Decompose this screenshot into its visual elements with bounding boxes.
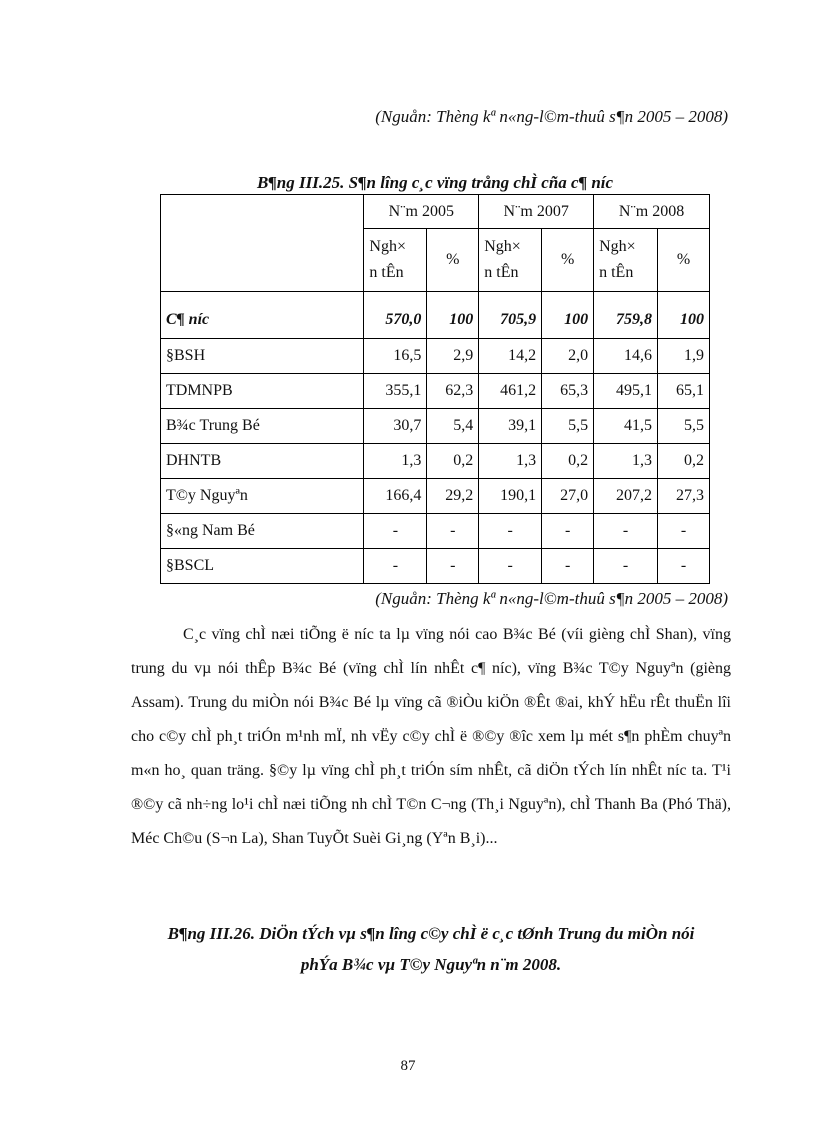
row-label: C¶ níc <box>161 292 364 339</box>
row-label: §BSCL <box>161 549 364 584</box>
table-cell: 759,8 <box>594 292 658 339</box>
table-cell: 39,1 <box>479 409 542 444</box>
table-row <box>161 479 710 514</box>
table-cell: 355,1 <box>364 374 427 409</box>
row-label: §«ng Nam Bé <box>161 514 364 549</box>
table-cell: - <box>542 514 594 549</box>
table-cell: - <box>427 549 479 584</box>
body-paragraph <box>131 618 731 856</box>
table-caption-2 <box>131 918 731 980</box>
table-cell: 705,9 <box>479 292 542 339</box>
row-label: B¾c Trung Bé <box>161 409 364 444</box>
qty-header-2008: Ngh× n tÊn <box>594 229 658 292</box>
table-cell: 190,1 <box>479 479 542 514</box>
table-cell: 27,0 <box>542 479 594 514</box>
paragraph-text: C¸c vïng chÌ næi tiÕng ë níc ta lµ vïng nói cao B¾c Bé (víi gièng chÌ Shan), vïng trung du vµ nói thÊp B¾c Bé (vïng chÌ lín nhÊt c¶ níc), vïng B¾c T©y Nguyªn (gièng Assam). Trung du miÒn nói B¾c Bé lµ vïng cã ®iÒu kiÖn ®Êt ®ai, khÝ hËu rÊt thuËn lîi cho c©y chÌ ph¸t triÓn m¹nh mÏ, nh vËy c©y chÌ ë ®©y ®îc xem lµ mét s¶n phÈm chuyªn m«n ho¸ quan träng. §©y lµ vïng chÌ ph¸t triÓn sím nhÊt, cã diÖn tÝch lín nhÊt níc ta. T¹i ®©y cã nh÷ng lo¹i chÌ næi tiÕng nh chÌ T©n C¬ng (Th¸i Nguyªn), chÌ Thanh Ba (Phó Thä), Méc Ch©u (S¬n La), Shan TuyÕt Suèi Gi¸ng (Yªn B¸i)... <box>131 626 731 847</box>
table-cell: 62,3 <box>427 374 479 409</box>
year-header-2007: N¨m 2007 <box>479 195 594 229</box>
table-cell: 29,2 <box>427 479 479 514</box>
tea-production-table <box>160 194 710 584</box>
header-corner-cell <box>161 195 364 292</box>
table-row <box>161 374 710 409</box>
table-cell: 27,3 <box>658 479 710 514</box>
table-cell: 65,1 <box>658 374 710 409</box>
pct-header-2007: % <box>542 229 594 292</box>
table-cell: 100 <box>542 292 594 339</box>
table-cell: - <box>542 549 594 584</box>
table-cell: - <box>427 514 479 549</box>
table-cell: 1,3 <box>364 444 427 479</box>
caption2-line2: phÝa B¾c vµ T©y Nguyªn n¨m 2008. <box>300 955 562 974</box>
table-cell: 0,2 <box>542 444 594 479</box>
table-cell: - <box>594 514 658 549</box>
qty-header-2005: Ngh× n tÊn <box>364 229 427 292</box>
source-note-bottom: (Nguån: Thèng kª n«ng-l©m-thuû s¶n 2005 – 2008) <box>375 589 728 608</box>
caption2-line1: B¶ng III.26. DiÖn tÝch vµ s¶n lîng c©y chÌ ë c¸c tØnh Trung du miÒn nói <box>167 924 695 943</box>
table-cell: 0,2 <box>658 444 710 479</box>
table-cell: 14,2 <box>479 339 542 374</box>
table-row <box>161 444 710 479</box>
table-cell: 166,4 <box>364 479 427 514</box>
row-label: §BSH <box>161 339 364 374</box>
row-label: T©y Nguyªn <box>161 479 364 514</box>
qty-header-2007: Ngh× n tÊn <box>479 229 542 292</box>
table-cell: 461,2 <box>479 374 542 409</box>
table-cell: 1,3 <box>594 444 658 479</box>
table-cell: 495,1 <box>594 374 658 409</box>
table-cell: 100 <box>427 292 479 339</box>
pct-header-2005: % <box>427 229 479 292</box>
table-cell: 2,9 <box>427 339 479 374</box>
table-cell: - <box>364 514 427 549</box>
source-note-top: (Nguån: Thèng kª n«ng-l©m-thuû s¶n 2005 – 2008) <box>375 107 728 126</box>
table-cell: - <box>479 549 542 584</box>
table-row-total <box>161 292 710 339</box>
table-cell: 65,3 <box>542 374 594 409</box>
table-cell: - <box>479 514 542 549</box>
table-cell: 14,6 <box>594 339 658 374</box>
table-row <box>161 339 710 374</box>
year-header-row <box>161 195 710 229</box>
table-cell: 16,5 <box>364 339 427 374</box>
pct-header-2008: % <box>658 229 710 292</box>
table-caption: B¶ng III.25. S¶n lîng c¸c vïng trång chÌ cña c¶ níc <box>256 173 614 192</box>
table-cell: 30,7 <box>364 409 427 444</box>
table-cell: 100 <box>658 292 710 339</box>
table-row <box>161 409 710 444</box>
year-header-2005: N¨m 2005 <box>364 195 479 229</box>
table-cell: - <box>658 549 710 584</box>
table-cell: 41,5 <box>594 409 658 444</box>
table-cell: 1,9 <box>658 339 710 374</box>
table-cell: - <box>658 514 710 549</box>
table-cell: 5,4 <box>427 409 479 444</box>
table-cell: - <box>364 549 427 584</box>
table-cell: 5,5 <box>658 409 710 444</box>
table-cell: 2,0 <box>542 339 594 374</box>
table-cell: 0,2 <box>427 444 479 479</box>
table-cell: 207,2 <box>594 479 658 514</box>
table-cell: - <box>594 549 658 584</box>
table-row <box>161 549 710 584</box>
row-label: DHNTB <box>161 444 364 479</box>
row-label: TDMNPB <box>161 374 364 409</box>
page-number: 87 <box>400 1058 416 1074</box>
table-row <box>161 514 710 549</box>
table-cell: 5,5 <box>542 409 594 444</box>
table-cell: 570,0 <box>364 292 427 339</box>
year-header-2008: N¨m 2008 <box>594 195 710 229</box>
table-cell: 1,3 <box>479 444 542 479</box>
